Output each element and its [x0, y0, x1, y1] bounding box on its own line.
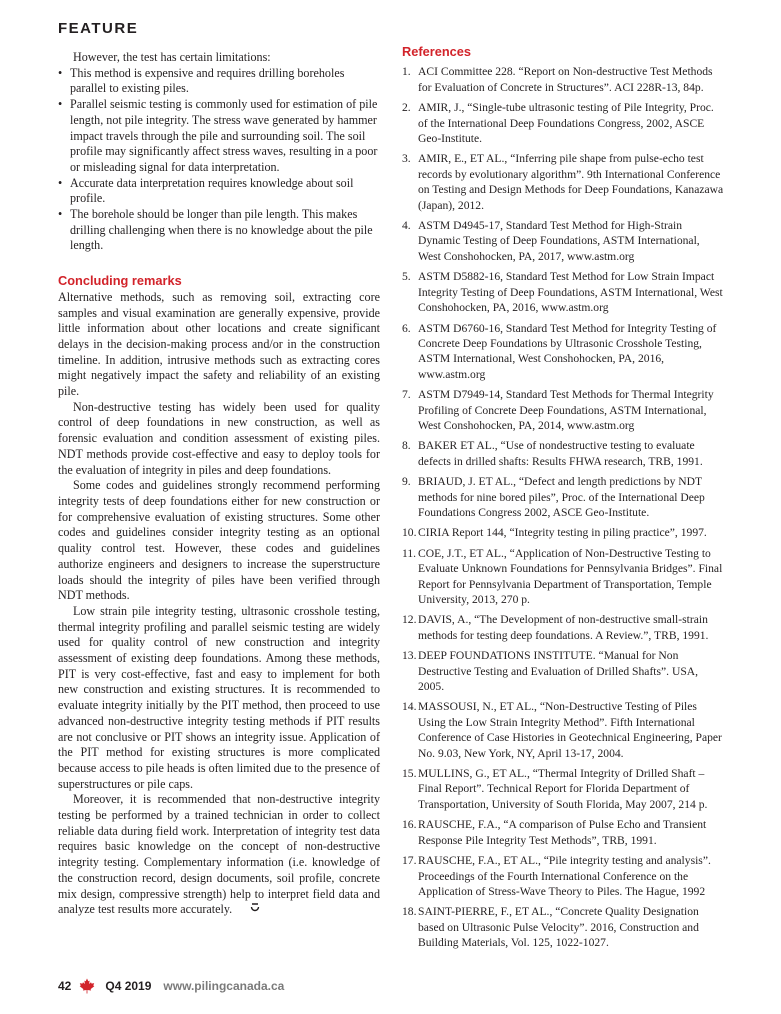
left-column	[58, 50, 380, 918]
reference-item	[402, 853, 724, 899]
reference-number: 16.	[402, 818, 417, 832]
reference-number: 17.	[402, 854, 417, 868]
reference-number: 18.	[402, 905, 417, 919]
reference-item	[402, 321, 724, 383]
reference-text: ASTM D4945-17, Standard Test Method for High-Strain Dynamic Testing of Deep Foundations, ASTM International, West Conshohocken, PA, 2017, www.astm.org	[418, 219, 700, 263]
concluding-remarks-heading: Concluding remarks	[58, 273, 182, 289]
list-item: • The borehole should be longer than pile length. This makes drilling challenging when there is no knowledge about the pile length.	[58, 207, 380, 254]
reference-item	[402, 269, 724, 315]
reference-item	[402, 699, 724, 761]
reference-number: 5.	[402, 270, 411, 284]
reference-text: DEEP FOUNDATIONS INSTITUTE. “Manual for Non Destructive Testing and Evaluation of Drilled Shafts”. USA, 2005.	[418, 649, 699, 694]
paragraph: Some codes and guidelines strongly recommend performing integrity tests of deep foundations either for new construction or for comprehensive evaluation of existing structures. Some other codes and guidelines consider integrity testing as an optional quality control test. However, these codes and guidelines authorize engineers and designers to increase the superstructure loads should the integrity of piles have been verified through NDT methods.	[58, 478, 380, 603]
reference-number: 2.	[402, 101, 411, 115]
reference-text: AMIR, J., “Single-tube ultrasonic testing of Pile Integrity, Proc. of the International Deep Foundations Congress, 2002, ASCE Geo-Institute.	[418, 101, 714, 146]
list-item: • This method is expensive and requires drilling boreholes parallel to existing piles.	[58, 66, 380, 97]
page-footer	[58, 978, 284, 994]
reference-item	[402, 218, 724, 264]
section-label: FEATURE	[58, 20, 139, 37]
website-link[interactable]: www.pilingcanada.ca	[163, 979, 285, 993]
reference-text: RAUSCHE, F.A., ET AL., “Pile integrity testing and analysis”. Proceedings of the Fourth International Conference on the Application of Stress-Wave Theory to Piles. The Hague, 1992	[418, 854, 711, 898]
reference-text: BAKER ET AL., “Use of nondestructive testing to evaluate defects in drilled shafts: Results FHWA research, TRB, 1991.	[418, 439, 703, 468]
reference-item	[402, 612, 724, 643]
reference-number: 14.	[402, 700, 417, 714]
reference-item	[402, 766, 724, 812]
list-item: • Accurate data interpretation requires knowledge about soil profile.	[58, 176, 380, 207]
reference-item	[402, 525, 724, 540]
page-number: 42	[58, 979, 72, 993]
reference-text: MASSOUSI, N., ET AL., “Non-Destructive Testing of Piles Using the Low Strain Integrity Method”. Fifth International Conference of Case Histories in Geotechnical Engineering, Paper No. 9.03, New York, NY, April 13-17, 2004.	[418, 700, 722, 760]
reference-text: ASTM D7949-14, Standard Test Methods for Thermal Integrity Profiling of Concrete Deep Foundations, ASTM International, West Conshohocken, PA, 2014, www.astm.org	[418, 388, 714, 432]
references-heading: References	[402, 44, 472, 59]
reference-number: 3.	[402, 152, 411, 166]
reference-number: 12.	[402, 613, 417, 627]
list-item: • Parallel seismic testing is commonly used for estimation of pile length, not pile integrity. The stress wave generated by hammer impact travels through the pile and surrounding soil. The soil profile may significantly affect stress waves, resulting in a poor or misleading signal for data interpretation.	[58, 97, 380, 176]
reference-item	[402, 151, 724, 213]
reference-text: COE, J.T., ET AL., “Application of Non-Destructive Testing to Evaluate Unknown Foundations for Pennsylvania Bridges”. Final Report for Pennsylvania Department of Transportation, Temple University, 2013, 270 p.	[418, 546, 723, 606]
reference-item	[402, 474, 724, 520]
paragraph-text: Moreover, it is recommended that non-destructive integrity testing be performed by a trained technician in order to collect reliable data during field work. Interpretation of integrity test data requires basic knowledge on the concept of non-destructive integrity testing. Complementary information (i.e. knowledge of the construction record, design documents, soil profile, concrete mix design, compressive strength) help to interpret field data and analyze test results more accurately.	[58, 792, 380, 917]
reference-item	[402, 817, 724, 848]
reference-number: 7.	[402, 388, 411, 402]
paragraph: Non-destructive testing has widely been used for quality control of deep foundations in new construction, as well as forensic evaluation and condition assessment of existing piles. NDT methods provide cost-effective and easy to deploy tools for the evaluation of integrity in piles and deep foundations.	[58, 399, 380, 477]
reference-text: ACI Committee 228. “Report on Non-destructive Test Methods for Evaluation of Concrete in Structures”. ACI 228R-13, 84p.	[418, 65, 713, 94]
reference-number: 15.	[402, 767, 417, 781]
reference-item	[402, 100, 724, 146]
reference-text: RAUSCHE, F.A., “A comparison of Pulse Echo and Transient Response Pile Integrity Test Methods”, TRB, 1991.	[418, 818, 707, 847]
limitations-list	[58, 66, 380, 254]
reference-item	[402, 648, 724, 694]
reference-number: 4.	[402, 219, 411, 233]
reference-text: SAINT-PIERRE, F., ET AL., “Concrete Quality Designation based on Ultrasonic Pulse Velocity”. 2016, Construction and Building Materials, Vol. 125, 1022-1027.	[418, 905, 699, 950]
references-list	[402, 64, 724, 950]
reference-text: ASTM D6760-16, Standard Test Method for Integrity Testing of Concrete Deep Foundations by Ultrasonic Crosshole Testing, ASTM International, West Conshohocken, PA, 2016, www.astm.org	[418, 321, 717, 381]
reference-text: BRIAUD, J. ET AL., “Defect and length predictions by NDT methods for nine bored piles”, Proc. of the International Deep Foundations Congress 2002, ASCE Geo-Institute.	[418, 475, 705, 519]
paragraph-last	[58, 792, 380, 918]
reference-text: AMIR, E., ET AL., “Inferring pile shape from pulse-echo test records by evolutionary algorithm”. 9th International Conference on Testing and Design Methods for Deep Foundations, Kanazawa (Japan), 2012.	[418, 152, 724, 212]
reference-number: 1.	[402, 65, 411, 79]
reference-number: 8.	[402, 439, 411, 453]
reference-text: DAVIS, A., “The Development of non-destructive small-strain methods for testing deep foundations. A Review.”, TRB, 1991.	[418, 613, 709, 642]
reference-text: MULLINS, G., ET AL., “Thermal Integrity of Drilled Shaft – Final Report”. Technical Report for Florida Department of Transportation, University of South Florida, May 2007, 214 p.	[418, 767, 708, 811]
maple-leaf-icon	[79, 978, 95, 994]
paragraph: Low strain pile integrity testing, ultrasonic crosshole testing, thermal integrity profiling and parallel seismic testing are widely used for quality control of new construction and integrity assessment of existing deep foundations. Among these methods, PIT is very cost-effective, fast and easy to implement for both new construction and existing structures. It is recommended to evaluate integrity initially by the PIT method, then proceed to use advanced non-destructive integrity testing methods if PIT results are not conclusive or PIT shows an integrity issue. Application of the PIT method for existing structures is more complicated because access to pile heads is often limited due to the presence of superstructures or pile caps.	[58, 603, 380, 791]
reference-number: 9.	[402, 475, 411, 489]
reference-text: CIRIA Report 144, “Integrity testing in piling practice”, 1997.	[418, 526, 707, 540]
reference-text: ASTM D5882-16, Standard Test Method for Low Strain Impact Integrity Testing of Deep Foundations, ASTM International, West Conshohocken, PA, 2016, www.astm.org	[418, 270, 723, 315]
reference-number: 6.	[402, 321, 411, 335]
end-of-article-icon	[235, 902, 260, 918]
limitations-intro: However, the test has certain limitations:	[73, 50, 271, 64]
reference-item	[402, 546, 724, 608]
reference-number: 13.	[402, 649, 417, 663]
issue-date: Q4 2019	[105, 979, 152, 993]
reference-item	[402, 438, 724, 469]
paragraph: Alternative methods, such as removing soil, extracting core samples and visual examination are generally expensive, provide little information about other locations and create significant delays in the decision-making process and/or in the construction timeline. In addition, intrusive methods such as extracting cores might negatively impact the safety and reliability of an existing pile.	[58, 289, 380, 399]
reference-item	[402, 904, 724, 950]
reference-number: 11.	[402, 546, 417, 560]
reference-item	[402, 387, 724, 433]
reference-item	[402, 64, 724, 95]
right-column	[402, 44, 724, 956]
reference-number: 10.	[402, 526, 417, 540]
